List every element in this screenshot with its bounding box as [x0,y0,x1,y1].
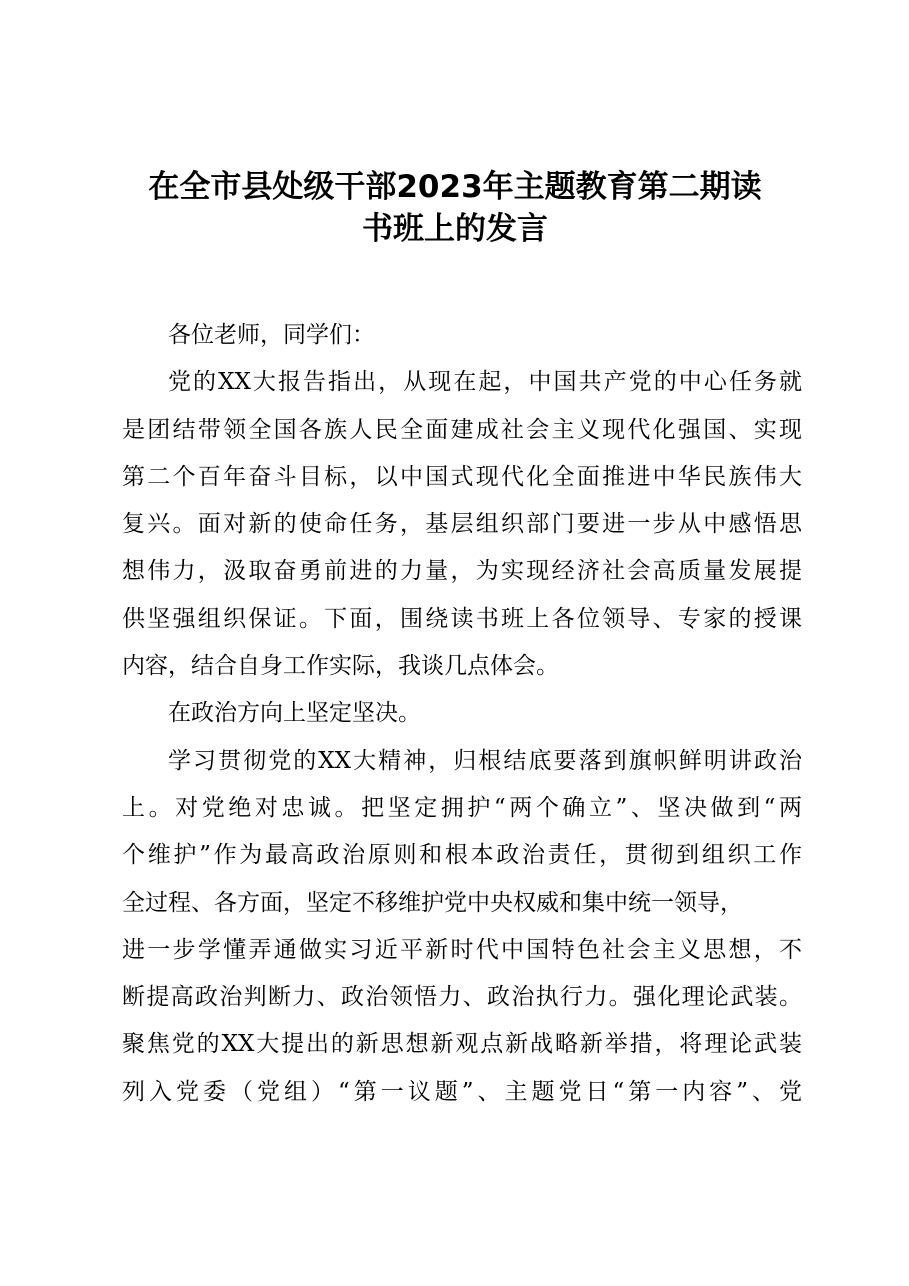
paragraph-line: 上。对党绝对忠诚。把坚定拥护“两个确立”、坚决做到“两 [122,794,802,821]
document-title [110,166,800,250]
document-body [122,312,802,1116]
paragraph-line: 全过程、各方面，坚定不移维护党中央权威和集中统一领导， [122,889,743,916]
paragraph-line: 断提高政治判断力、政治领悟力、政治执行力。强化理论武装。 [122,984,802,1011]
paragraph-line: 供坚强组织保证。下面，围绕读书班上各位领导、专家的授课 [122,605,802,632]
paragraph-line: 复兴。面对新的使命任务，基层组织部门要进一步从中感悟思 [122,511,802,538]
paragraph-line: 是团结带领全国各族人民全面建成社会主义现代化强国、实现 [122,416,802,443]
salutation: 各位老师，同学们： [168,322,375,348]
title-line-1: 在全市县处级干部2023年主题教育第二期读 [148,169,762,205]
paragraph-line: 党的XX大报告指出，从现在起，中国共产党的中心任务就 [168,369,802,396]
paragraph-line: 聚焦党的XX大提出的新思想新观点新战略新举措，将理论武装 [122,1031,802,1058]
paragraph-line: 个维护”作为最高政治原则和根本政治责任，贯彻到组织工作 [122,842,802,869]
section-heading: 在政治方向上坚定坚决。 [168,700,421,727]
paragraph-line: 列入党委（党组）“第一议题”、主题党日“第一内容”、党 [122,1078,802,1105]
title-line-2: 书班上的发言 [362,211,548,247]
paragraph-line: 学习贯彻党的XX大精神，归根结底要落到旗帜鲜明讲政治 [168,747,802,774]
paragraph-line: 想伟力，汲取奋勇前进的力量，为实现经济社会高质量发展提 [122,558,802,585]
paragraph-line: 第二个百年奋斗目标，以中国式现代化全面推进中华民族伟大 [122,463,802,490]
paragraph-line: 内容，结合自身工作实际，我谈几点体会。 [122,653,559,680]
paragraph-line: 进一步学懂弄通做实习近平新时代中国特色社会主义思想，不 [122,936,802,963]
